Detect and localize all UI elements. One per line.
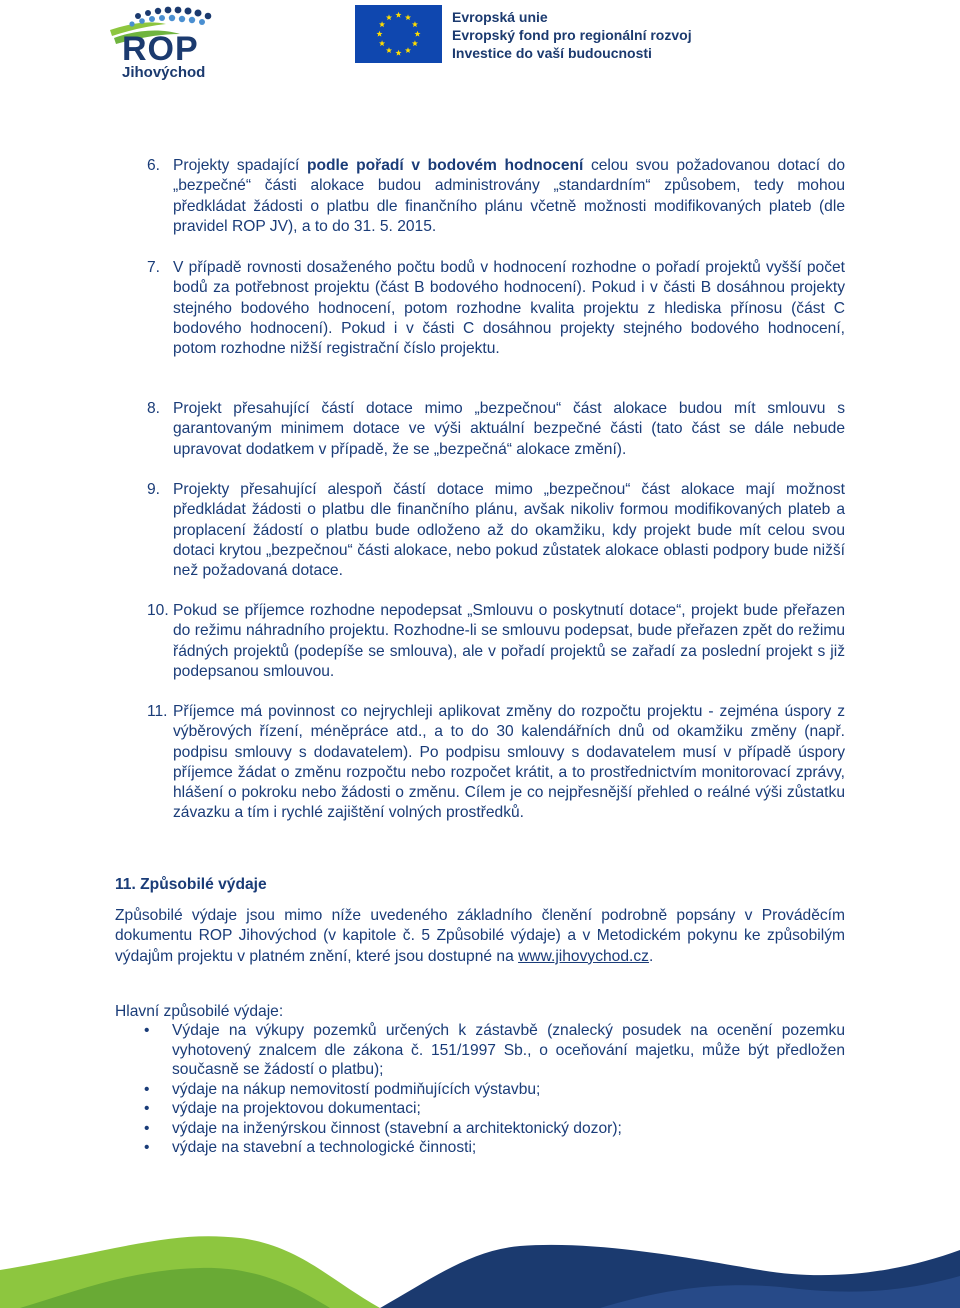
list-item — [147, 601, 845, 682]
item-text: Projekt přesahující částí dotace mimo „bezpečnou“ část alokace budou mít smlouvu s garantovaným minimem dotace ve výši aktuální bezpečné části (tato část se dále nebude upravovat dodatkem v případě, že se „bezpečná“ alokace změní). — [173, 400, 845, 458]
footer-decoration — [0, 1210, 960, 1308]
rop-title: ROP — [122, 30, 199, 68]
eu-line: Evropský fond pro regionální rozvoj — [452, 27, 692, 43]
item-number: 7. — [147, 259, 161, 276]
eu-flag-icon — [355, 5, 442, 63]
bullet-item — [115, 1080, 845, 1100]
bullet-text: výdaje na projektovou dokumentaci; — [172, 1100, 421, 1117]
eu-text — [452, 8, 692, 62]
section-intro — [115, 906, 845, 967]
section-heading: 11. Způsobilé výdaje — [115, 876, 267, 893]
eligible-expenses-list — [115, 1021, 845, 1158]
bullet-text: výdaje na inženýrskou činnost (stavební a architektonický dozor); — [172, 1119, 622, 1137]
bullet-icon: • — [144, 1139, 150, 1156]
bullet-item — [115, 1021, 845, 1080]
item-text: V případě rovnosti dosaženého počtu bodů v hodnocení rozhodne o pořadí projektů vyšší počet bodů za potřebnost projektu (část B bodového hodnocení). Pokud i v části B dosáhnou projekty stejného bodového hodnocení, potom rozhodne kvalita projektu z hlediska přínosu (část C bodového hodnocení). Pokud i v části C dosáhnou projekty stejného bodového hodnocení, potom rozhodne nižší registrační číslo projektu. — [173, 259, 845, 358]
intro-end: . — [648, 947, 654, 965]
bullet-icon: • — [144, 1022, 150, 1039]
bullet-icon: • — [144, 1100, 150, 1117]
bullet-item — [115, 1099, 845, 1119]
bullet-icon: • — [144, 1080, 150, 1098]
rop-subtitle: Jihovýchod — [122, 64, 206, 81]
bullet-text: výdaje na stavební a technologické činnosti; — [172, 1139, 477, 1156]
eu-line: Evropská unie — [452, 9, 548, 25]
page-header — [0, 0, 960, 90]
bullet-item — [115, 1119, 845, 1139]
list-title: Hlavní způsobilé výdaje: — [115, 1003, 284, 1020]
item-number: 9. — [147, 481, 161, 498]
bullet-text: výdaje na nákup nemovitostí podmiňujících výstavbu; — [172, 1080, 541, 1098]
item-text: Pokud se příjemce rozhodne nepodepsat „Smlouvu o poskytnutí dotace“, projekt bude přeřazen do režimu náhradního projektu. Rozhodne-li se smlouvu podepsat, bude přeřazen zpět do režimu řádných projektů (podepíše se smlouva), ale v pořadí projektů se zařadí za poslední projekt s již podepsanou smlouvou. — [173, 602, 845, 680]
item-number: 10. — [147, 602, 169, 619]
item-number: 6. — [147, 157, 161, 174]
jihovychod-link[interactable]: www.jihovychod.cz — [518, 947, 649, 965]
item-text — [173, 156, 845, 237]
bullet-item — [115, 1138, 845, 1158]
list-item — [147, 702, 845, 824]
eu-line: Investice do vaší budoucnosti — [452, 45, 652, 61]
item-text-part: celou svou požadovanou dotací do „bezpečné“ části alokace budou administrovány „standardním“ způsobem, tedy mohou předkládat žádosti o platbu dle finančního plánu včetně možnosti modifikovaných plateb (dle pravidel ROP JV), a to do 31. 5. 2015. — [173, 157, 846, 235]
item-text-part: Projekty spadající — [173, 157, 307, 174]
list-item — [147, 258, 845, 359]
list-item — [147, 399, 845, 460]
item-text: Projekty přesahující alespoň částí dotace mimo „bezpečnou“ část alokace mají možnost předkládat žádosti o platbu dle finančního plánu, avšak nikoliv formou modifikovaných plateb a proplacení žádostí o platbu bude odloženo až do okamžiku, kdy projekt bude mít celou svou dotaci krytou „bezpečnou“ části alokace, nebo pokud zůstatek alokace oblasti podpory bude nižší než požadovaná dotace. — [173, 481, 845, 580]
list-item — [147, 156, 845, 237]
item-number: 11. — [147, 703, 168, 720]
bullet-icon: • — [144, 1119, 150, 1137]
item-text: Příjemce má povinnost co nejrychleji aplikovat změny do rozpočtu projektu - zejména úspory z výběrových řízení, méněpráce atd., a to do 30 kalendářních dnů od okamžiku změny (např. podpisu smlouvy s dodavatelem). Po podpisu smlouvy s dodavatelem musí v případě úspory příjemce žádat o změnu rozpočtu nebo rozpočet krátit, a to prostřednictvím monitorovací zprávy, hlášení o pokroku nebo žádosti o změnu. Cílem je co nejpřesnější přehled o reálné výši zůstatku závazku a tím i rychlé zajištění volných prostředků. — [173, 703, 845, 822]
bullet-text: Výdaje na výkupy pozemků určených k zástavbě (znalecký posudek na ocenění pozemku vyhotovený znalcem dle zákona č. 151/1997 Sb., o oceňování majetku, může být předložen současně se žádostí o platbu); — [172, 1022, 845, 1078]
intro-text: Způsobilé výdaje jsou mimo níže uvedeného základního členění podrobně popsány v Prováděcím dokumentu ROP Jihovýchod (v kapitole č. 5 Způsobilé výdaje) a v Metodickém pokynu ke způsobilým výdajům projektu v platném znění, které jsou dostupné na — [115, 907, 845, 965]
list-item — [147, 480, 845, 581]
item-text-bold: podle pořadí v bodovém hodnocení — [306, 157, 584, 174]
item-number: 8. — [147, 400, 161, 417]
